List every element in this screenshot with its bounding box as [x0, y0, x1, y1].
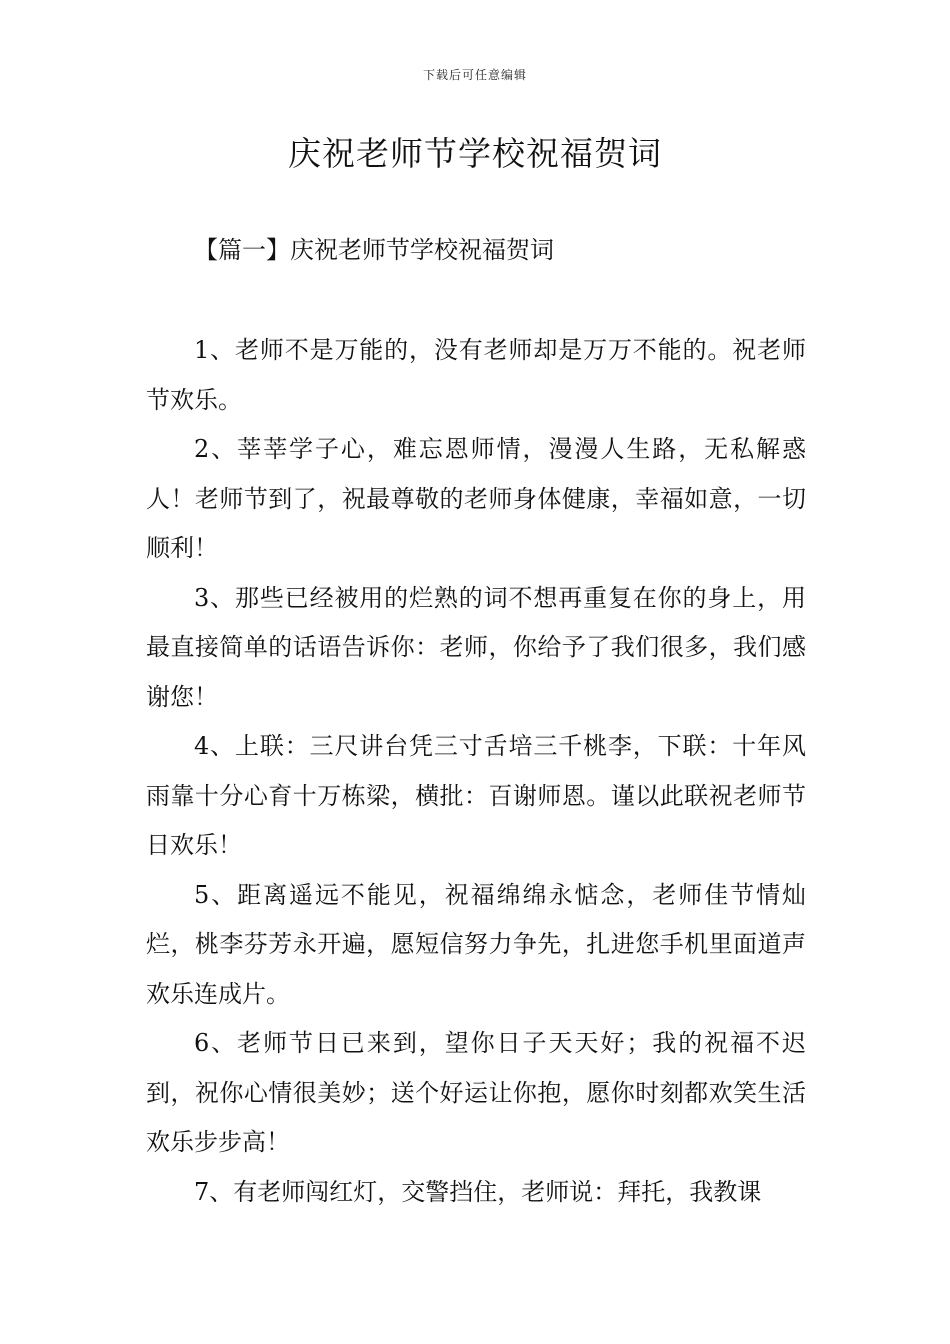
paragraph-3: 3、那些已经被用的烂熟的词不想再重复在你的身上，用最直接简单的话语告诉你：老师，你给予了我们很多，我们感谢您！: [146, 583, 806, 711]
paragraph-1: 1、老师不是万能的，没有老师却是万万不能的。祝老师节欢乐。: [146, 336, 806, 414]
paragraph-6: 6、老师节日已来到，望你日子天天好；我的祝福不迟到，祝你心情很美妙；送个好运让你抱，愿你时刻都欢笑生活欢乐步步高！: [146, 1029, 806, 1156]
document-title: 庆祝老师节学校祝福贺词: [288, 134, 662, 173]
paragraph-4: 4、上联：三尺讲台凭三寸舌培三千桃李，下联：十年风雨靠十分心育十万栋梁，横批：百谢师恩。谨以此联祝老师节日欢乐！: [146, 732, 806, 859]
document-body: [146, 326, 806, 1217]
paragraph-2: 2、莘莘学子心，难忘恩师情，漫漫人生路，无私解惑人！老师节到了，祝最尊敬的老师身体健康，幸福如意，一切顺利！: [146, 435, 806, 562]
section-heading: 【篇一】庆祝老师节学校祝福贺词: [194, 236, 554, 264]
paragraph-5: 5、距离遥远不能见，祝福绵绵永惦念，老师佳节情灿烂，桃李芬芳永开遍，愿短信努力争先，扎进您手机里面道声欢乐连成片。: [146, 880, 806, 1008]
header-note: 下载后可任意编辑: [422, 68, 527, 82]
paragraph-7: 7、有老师闯红灯，交警挡住，老师说：拜托，我教课: [194, 1177, 762, 1206]
